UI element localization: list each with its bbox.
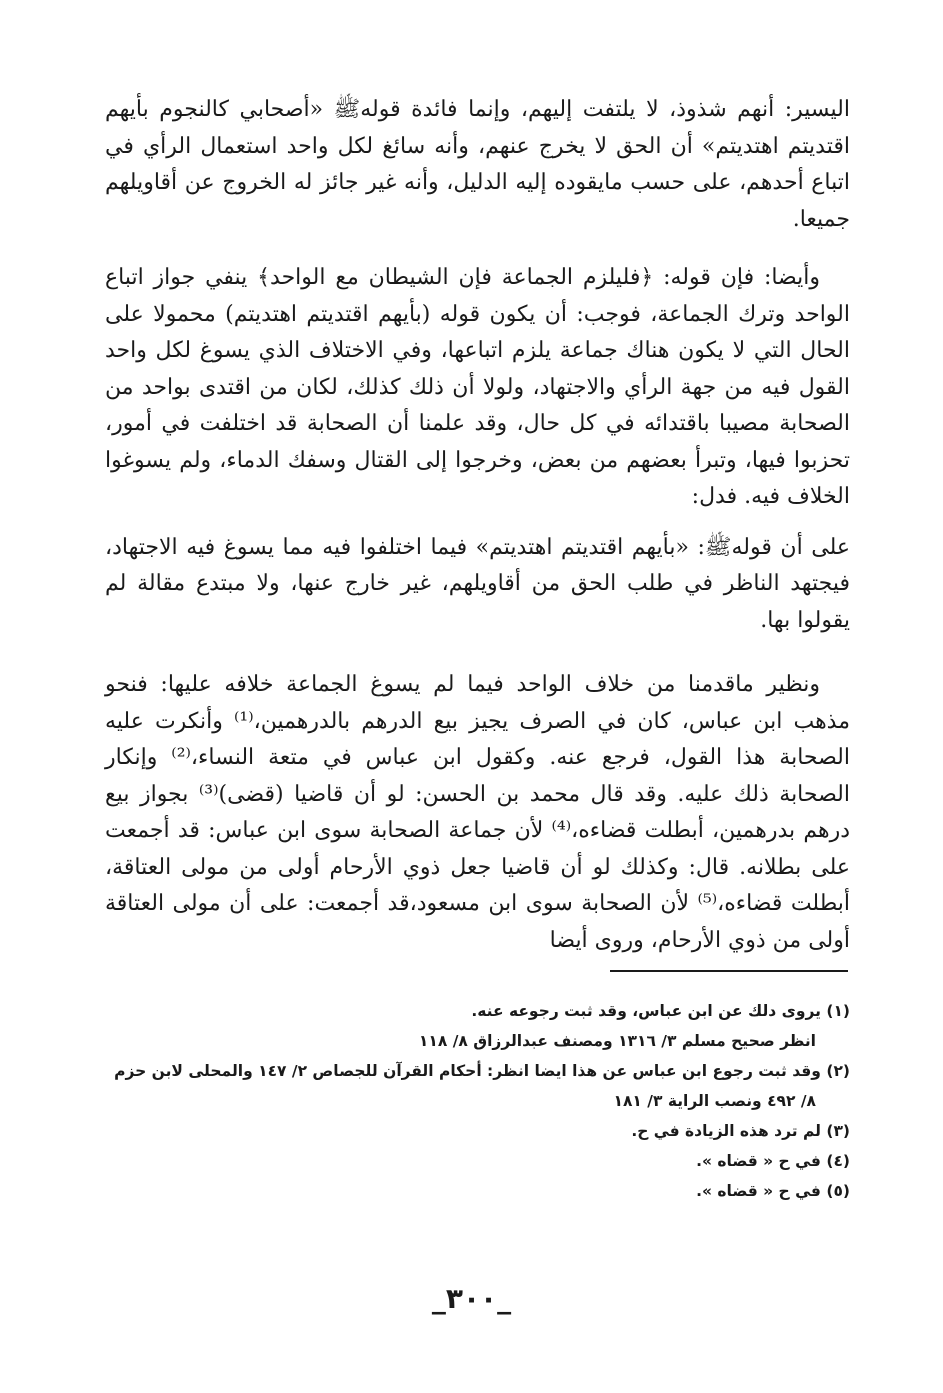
footnotes <box>105 996 850 1206</box>
paragraph-2: وأيضا: فإن قوله: ﴿فليلزم الجماعة فإن الشيطان مع الواحد﴾ ينفي جواز اتباع الواحد وترك الجماعة، فوجب: أن يكون قوله (بأيهم اقتديتم اهتديتم) محمولا على الحال التي لا يكون هناك جماعة يلزم اتباعها، وفي الاختلاف الذي يسوغ لكل واحد القول فيه من جهة الرأي والاجتهاد، ولولا أن ذلك كذلك، لكان من اقتدى بواحد من الصحابة مصيبا باقتدائه في كل حال، وقد علمنا أن الصحابة قد اختلفت في أمور، تحزبوا فيها، وتبرأ بعضهم من بعض، وخرجوا إلى القتال وسفك الدماء، ولم يسوغوا الخلاف فيه. فدل: <box>105 265 850 509</box>
footnote-1: (١) يروى دلك عن ابن عباس، وقد ثبت رجوعه عنه. <box>471 1002 850 1020</box>
footnote-separator <box>610 970 848 972</box>
footnote-5: (٥) في ح « قضاه ». <box>696 1182 850 1200</box>
paragraph-3: على أن قولهﷺ: «بأيهم اقتديتم اهتديتم» فيما اختلفوا فيه مما يسوغ فيه الاجتهاد، فيجتهد الناظر في طلب الحق من أقاويلهم، غير خارج عنها، ولا مبتدع مقالة لم يقولوا بها. <box>105 534 850 633</box>
paragraph-1: اليسير: أنهم شذوذ، لا يلتفت إليهم، وإنما فائدة قولهﷺ «أصحابي كالنجوم بأيهم اقتديتم اهتديتم» أن الحق لا يخرج عنهم، وأنه سائغ لكل واحد استعمال الرأي في اتباع أحدهم، على حسب مايقوده إليه الدليل، وأنه غير جائز له الخروج عن أقاويلهم جميعا. <box>105 97 850 232</box>
footnote-4: (٤) في ح « قضاه ». <box>696 1152 850 1170</box>
footnote-3: (٣) لم ترد هذه الزيادة في ح. <box>631 1122 850 1140</box>
page-number: _٣٠٠_ <box>431 1282 512 1315</box>
footnote-2: (٢) وقد ثبت رجوع ابن عباس عن هذا ايضا انظر: أحكام القرآن للجصاص ٢/ ١٤٧ والمحلى لابن حزم <box>114 1062 850 1080</box>
main-text <box>105 92 850 959</box>
paragraph-4: ونظير ماقدمنا من خلاف الواحد فيما لم يسوغ الجماعة خلافه عليها: فنحو مذهب ابن عباس، كان في الصرف يجيز بيع الدرهم بالدرهمين،⁽¹⁾ وأنكرت عليه الصحابة هذا القول، فرجع عنه. وكقول ابن عباس في متعة النساء،⁽²⁾ وإنكار الصحابة ذلك عليه. وقد قال محمد بن الحسن: لو أن قاضيا (قضى)⁽³⁾ بجواز بيع درهم بدرهمين، أبطلت قضاءه،⁽⁴⁾ لأن جماعة الصحابة سوى ابن عباس: قد أجمعت على بطلانه. قال: وكذلك لو أن قاضيا جعل ذوي الأرحام أولى من مولى العتاقة، أبطلت قضاءه،⁽⁵⁾ لأن الصحابة سوى ابن مسعود،قد أجمعت: على أن مولى العتاقة أولى من ذوي الأرحام، وروى أيضا <box>105 672 850 953</box>
footnote-1-continuation: انظر صحيح مسلم ٣/ ١٣١٦ ومصنف عبدالرزاق ٨/ ١١٨ <box>418 1032 816 1050</box>
footnote-2-continuation: ٨/ ٤٩٢ ونصب الراية ٣/ ١٨١ <box>613 1092 816 1110</box>
